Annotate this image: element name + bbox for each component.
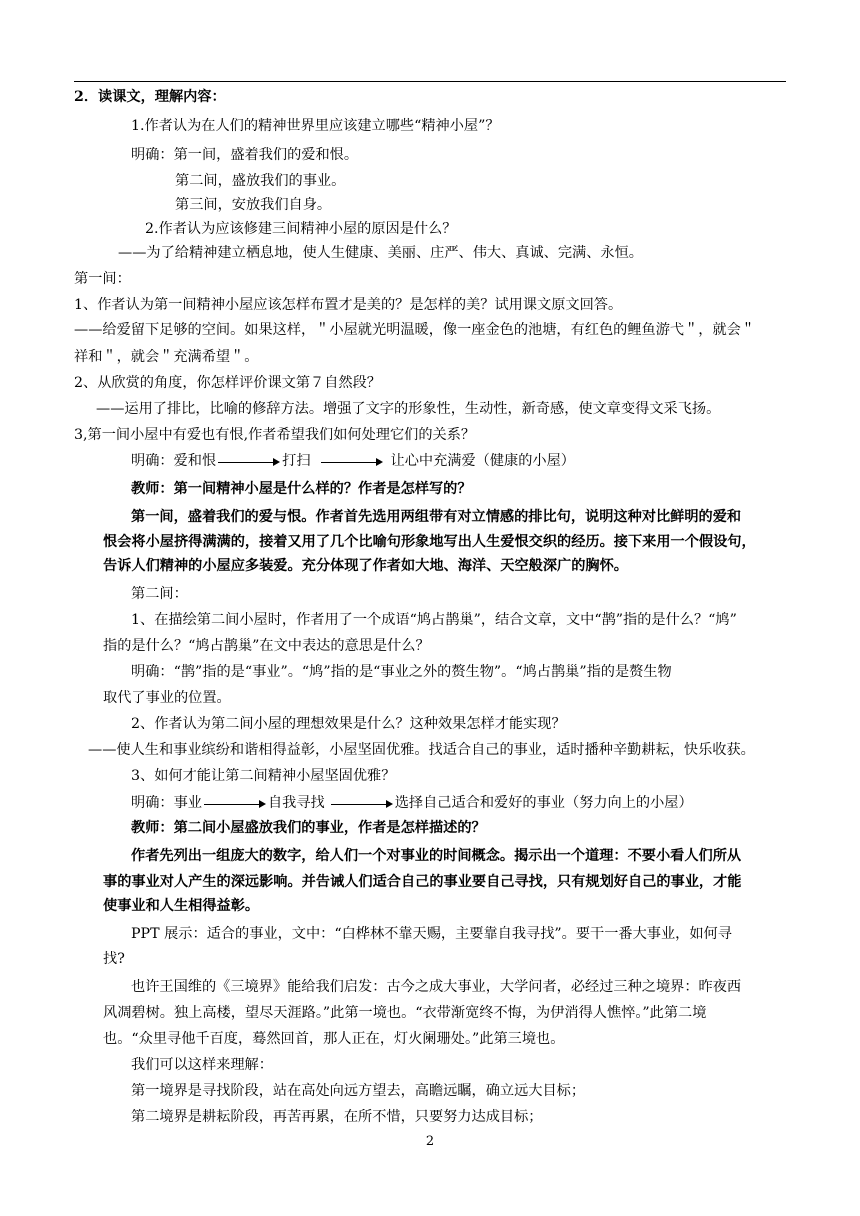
flow-step: 让心中充满爱（健康的小屋）: [390, 453, 575, 469]
paragraph-line: 使事业和人生相得益彰。: [103, 898, 260, 914]
paragraph-line: 也许王国维的《三境界》能给我们启发：古今之成大事业，大学问者，必经过三种之境界：昨夜西: [131, 979, 742, 995]
right-arrow-icon: [331, 798, 393, 808]
question-line: 1、作者认为第一间精神小屋应该怎样布置才是美的？是怎样的美？试用课文原文回答。: [74, 297, 623, 313]
page-number: 2: [425, 1134, 435, 1149]
paragraph-line: 恨会将小屋挤得满满的，接着又用了几个比喻句形象地写出人生爱恨交织的经历。接下来用一个假设句，: [103, 534, 756, 550]
question-line: 1.作者认为在人们的精神世界里应该建立哪些“精神小屋”？: [131, 118, 500, 134]
flow-step: 明确：爱和恨: [131, 453, 217, 469]
answer-line: ——给爱留下足够的空间。如果这样，＂小屋就光明温暖，像一座金色的池塘，有红色的鲤鱼游弋＂，就会＂: [74, 322, 756, 338]
answer-line: 祥和＂，就会＂充满希望＂。: [74, 349, 259, 365]
subsection-heading: 第一间：: [74, 271, 131, 287]
flow-line-1: [131, 451, 575, 471]
answer-line: 第三间，安放我们自身。: [175, 197, 332, 213]
answer-line: 明确：第一间，盛着我们的爱和恨。: [131, 147, 359, 163]
answer-line: ——为了给精神建立栖息地，使人生健康、美丽、庄严、伟大、真诚、完满、永恒。: [118, 245, 643, 261]
paragraph-line: 找?: [103, 951, 125, 967]
paragraph-line: 我们可以这样来理解：: [131, 1057, 273, 1073]
teacher-line: 教师：第一间精神小屋是什么样的？作者是怎样写的？: [131, 481, 472, 497]
right-arrow-icon: [204, 798, 266, 808]
question-line: 2、作者认为第二间小屋的理想效果是什么？这种效果怎样才能实现？: [131, 716, 566, 732]
answer-line: 第二间，盛放我们的事业。: [175, 173, 346, 189]
answer-line: 取代了事业的位置。: [103, 690, 231, 706]
flow-line-2: [131, 793, 693, 813]
paragraph-line: PPT 展示：适合的事业，文中：“白桦林不靠天赐，主要靠自我寻找”。要干一番大事业，如何寻: [131, 926, 732, 942]
paragraph-line: 第一境界是寻找阶段，站在高处向远方望去，高瞻远瞩，确立远大目标；: [131, 1083, 586, 1099]
paragraph-line: 第二境界是耕耘阶段，再苦再累，在所不惜，只要努力达成目标；: [131, 1109, 543, 1125]
question-line: 2、从欣赏的角度，你怎样评价课文第７自然段？: [74, 375, 381, 391]
question-line: 3,第一间小屋中有爱也有恨,作者希望我们如何处理它们的关系？: [74, 427, 476, 443]
flow-step: 选择自己适合和爱好的事业（努力向上的小屋）: [394, 795, 693, 811]
header-rule: [74, 81, 786, 82]
section-heading: 2．读课文，理解内容：: [74, 89, 226, 105]
flow-step: 打扫: [282, 453, 311, 469]
answer-line: ——使人生和事业缤纷和谐相得益彰，小屋坚固优雅。找适合自己的事业，适时播种辛勤耕耘，快乐收获。: [88, 742, 755, 758]
teacher-line: 教师：第二间小屋盛放我们的事业，作者是怎样描述的？: [131, 820, 486, 836]
right-arrow-icon: [218, 456, 280, 466]
paragraph-line: 风凋碧树。独上高楼，望尽天涯路。”此第一境也。“衣带渐宽终不悔，为伊消得人憔悴。”此第二境: [103, 1005, 707, 1021]
answer-line: 明确：“鹊”指的是“事业”。“鸠”指的是“事业之外的赘生物”。“鸠占鹊巢”指的是赘生物: [131, 664, 672, 680]
paragraph-line: 第一间，盛着我们的爱与恨。作者首先选用两组带有对立情感的排比句，说明这种对比鲜明的爱和: [131, 509, 742, 525]
paragraph-line: 事的事业对人产生的深远影响。并告诫人们适合自己的事业要自己寻找，只有规划好自己的事业，才能: [103, 874, 742, 890]
subsection-heading: 第二间：: [131, 586, 188, 602]
question-line: 2.作者认为应该修建三间精神小屋的原因是什么？: [145, 221, 457, 237]
flow-step: 明确：事业: [131, 795, 202, 811]
flow-step: 自我寻找: [267, 795, 325, 811]
paragraph-line: 也。“众里寻他千百度，蓦然回首，那人正在，灯火阑珊处。”此第三境也。: [103, 1031, 565, 1047]
question-line: 1、在描绘第二间小屋时，作者用了一个成语“鸠占鹊巢”，结合文章，文中“鹊”指的是什么？“鸠”: [131, 612, 737, 628]
question-line: 3、如何才能让第二间精神小屋坚固优雅？: [131, 768, 396, 784]
question-line: 指的是什么？“鸠占鹊巢”在文中表达的意思是什么？: [103, 638, 430, 654]
paragraph-line: 告诉人们精神的小屋应多装爱。充分体现了作者如大地、海洋、天空般深广的胸怀。: [103, 558, 628, 574]
answer-line: ——运用了排比，比喻的修辞方法。增强了文字的形象性，生动性，新奇感，使文章变得文采飞扬。: [96, 401, 721, 417]
right-arrow-icon: [321, 456, 383, 466]
paragraph-line: 作者先列出一组庞大的数字，给人们一个对事业的时间概念。揭示出一个道理：不要小看人们所从: [131, 848, 742, 864]
